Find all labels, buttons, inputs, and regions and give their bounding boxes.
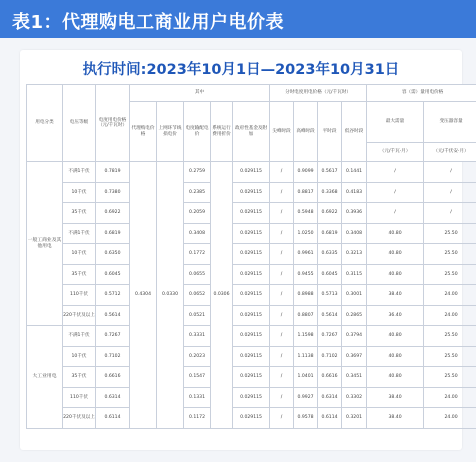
cell-high: 1.1598 <box>294 326 318 347</box>
header-system-cost: 系统运行费用折价 <box>211 102 233 162</box>
header-of-which: 其中 <box>130 85 270 102</box>
cell-voltage: 35千伏 <box>63 367 96 388</box>
header-capacity-price: 容（需）量用电价格 <box>367 85 476 102</box>
cell-transmission: 0.2759 <box>184 162 211 183</box>
cell-fund: 0.029115 <box>233 182 270 203</box>
cell-demand: / <box>367 203 424 224</box>
cell-voltage: 220千伏及以上 <box>63 408 96 429</box>
cell-demand: 40.80 <box>367 223 424 244</box>
cell-flat: 0.6616 <box>318 367 342 388</box>
header-max-demand: 最大需量 <box>367 102 424 143</box>
category-general: 一般工商业及其他用电 <box>27 162 63 326</box>
header-grid-loss: 上网环节线损电价 <box>157 102 184 162</box>
cell-flat: 0.6922 <box>318 203 342 224</box>
cell-high: 0.9578 <box>294 408 318 429</box>
cell-peak: / <box>270 305 294 326</box>
cell-fund: 0.029115 <box>233 326 270 347</box>
cell-flat: 0.7102 <box>318 346 342 367</box>
cell-demand: 40.80 <box>367 264 424 285</box>
header-transformer: 变压器容量 <box>424 102 476 143</box>
cell-transformer: / <box>424 203 476 224</box>
table-row <box>27 367 476 388</box>
cell-high: 0.8807 <box>294 305 318 326</box>
cell-transformer: 25.50 <box>424 264 476 285</box>
cell-transmission: 0.3408 <box>184 223 211 244</box>
cell-total: 0.6616 <box>96 367 130 388</box>
cell-high: 0.5948 <box>294 203 318 224</box>
cell-valley: 0.1441 <box>342 162 367 183</box>
cell-demand: 38.40 <box>367 408 424 429</box>
cell-peak: / <box>270 264 294 285</box>
cell-voltage: 不满1千伏 <box>63 162 96 183</box>
cell-transformer: 24.00 <box>424 408 476 429</box>
header-valley: 低谷时段 <box>342 102 367 162</box>
cell-peak: / <box>270 408 294 429</box>
cell-valley: 0.3115 <box>342 264 367 285</box>
cell-transmission: 0.0521 <box>184 305 211 326</box>
cell-valley: 0.3936 <box>342 203 367 224</box>
cell-transmission: 0.1331 <box>184 387 211 408</box>
cell-voltage: 10千伏 <box>63 182 96 203</box>
cell-voltage: 不满1千伏 <box>63 326 96 347</box>
cell-fund: 0.029115 <box>233 305 270 326</box>
cell-transformer: 24.00 <box>424 387 476 408</box>
cell-valley: 0.4183 <box>342 182 367 203</box>
cell-transformer: 25.50 <box>424 326 476 347</box>
cell-high: 1.0401 <box>294 367 318 388</box>
cell-flat: 0.6045 <box>318 264 342 285</box>
cell-fund: 0.029115 <box>233 264 270 285</box>
table-row <box>27 305 476 326</box>
cell-voltage: 220千伏及以上 <box>63 305 96 326</box>
cell-transformer: 24.00 <box>424 305 476 326</box>
cell-demand: 36.40 <box>367 305 424 326</box>
page-title: 表1：代理购电工商业用户电价表 <box>12 12 285 33</box>
cell-voltage: 不满1千伏 <box>63 223 96 244</box>
cell-voltage: 10千伏 <box>63 244 96 265</box>
cell-valley: 0.3697 <box>342 346 367 367</box>
cell-total: 0.7102 <box>96 346 130 367</box>
cell-flat: 0.6819 <box>318 223 342 244</box>
header-unit-transformer: （元/千伏安·月） <box>424 143 476 162</box>
cell-total: 0.7819 <box>96 162 130 183</box>
cell-high: 0.9927 <box>294 387 318 408</box>
cell-total: 0.6819 <box>96 223 130 244</box>
cell-valley: 0.3794 <box>342 326 367 347</box>
cell-flat: 0.5617 <box>318 162 342 183</box>
cell-fund: 0.029115 <box>233 244 270 265</box>
cell-transformer: / <box>424 182 476 203</box>
cell-peak: / <box>270 223 294 244</box>
cell-high: 1.0250 <box>294 223 318 244</box>
cell-voltage: 35千伏 <box>63 264 96 285</box>
cell-transformer: 25.50 <box>424 223 476 244</box>
cell-transformer: 25.50 <box>424 367 476 388</box>
execution-period: 执行时间:2023年10月1日—2023年10月31日 <box>82 62 400 78</box>
cell-peak: / <box>270 326 294 347</box>
cell-demand: 40.80 <box>367 326 424 347</box>
cell-transformer: 25.50 <box>424 346 476 367</box>
cell-voltage: 110千伏 <box>63 285 96 306</box>
header-total-price: 电度用电价格（元/千瓦时） <box>96 85 130 162</box>
table-row <box>27 408 476 429</box>
table-row <box>27 203 476 224</box>
cell-peak: / <box>270 182 294 203</box>
cell-valley: 0.3213 <box>342 244 367 265</box>
cell-valley: 0.3451 <box>342 367 367 388</box>
cell-valley: 0.3408 <box>342 223 367 244</box>
cell-total: 0.5712 <box>96 285 130 306</box>
title-bar <box>0 0 476 38</box>
cell-purchase-price: 0.4304 <box>130 162 157 429</box>
table-row <box>27 346 476 367</box>
cell-total: 0.5614 <box>96 305 130 326</box>
cell-total: 0.6045 <box>96 264 130 285</box>
cell-transmission: 0.2385 <box>184 182 211 203</box>
cell-transmission: 0.3331 <box>184 326 211 347</box>
cell-fund: 0.029115 <box>233 408 270 429</box>
cell-demand: 38.40 <box>367 285 424 306</box>
cell-peak: / <box>270 387 294 408</box>
cell-valley: 0.3302 <box>342 387 367 408</box>
header-peak: 尖峰时段 <box>270 102 294 162</box>
header-category: 用电分类 <box>27 85 63 162</box>
table-row <box>27 223 476 244</box>
cell-flat: 0.5614 <box>318 305 342 326</box>
cell-high: 0.9099 <box>294 162 318 183</box>
table-row <box>27 182 476 203</box>
cell-peak: / <box>270 203 294 224</box>
header-high: 高峰时段 <box>294 102 318 162</box>
cell-fund: 0.029115 <box>233 285 270 306</box>
cell-transformer: 24.00 <box>424 285 476 306</box>
cell-voltage: 10千伏 <box>63 346 96 367</box>
cell-peak: / <box>270 346 294 367</box>
cell-total: 0.7380 <box>96 182 130 203</box>
cell-peak: / <box>270 285 294 306</box>
cell-voltage: 110千伏 <box>63 387 96 408</box>
cell-transmission: 0.0652 <box>184 285 211 306</box>
table-row <box>27 326 476 347</box>
cell-demand: / <box>367 182 424 203</box>
cell-transmission: 0.1772 <box>184 244 211 265</box>
cell-high: 0.8988 <box>294 285 318 306</box>
header-tou-price: 分时电度用电价格（元/千瓦时） <box>270 85 367 102</box>
table-row <box>27 387 476 408</box>
header-flat: 平时段 <box>318 102 342 162</box>
cell-transformer: 25.50 <box>424 244 476 265</box>
header-unit-demand: （元/千瓦·月） <box>367 143 424 162</box>
cell-transmission: 0.1172 <box>184 408 211 429</box>
cell-flat: 0.7267 <box>318 326 342 347</box>
header-voltage: 电压等级 <box>63 85 96 162</box>
cell-flat: 0.6314 <box>318 387 342 408</box>
cell-total: 0.6114 <box>96 408 130 429</box>
cell-flat: 0.6114 <box>318 408 342 429</box>
cell-peak: / <box>270 367 294 388</box>
cell-fund: 0.029115 <box>233 367 270 388</box>
cell-fund: 0.029115 <box>233 223 270 244</box>
cell-high: 0.9961 <box>294 244 318 265</box>
header-transmission: 电度输配电价 <box>184 102 211 162</box>
cell-valley: 0.3001 <box>342 285 367 306</box>
table-row <box>27 244 476 265</box>
header-government-fund: 政府性基金及附加 <box>233 102 270 162</box>
cell-total: 0.6350 <box>96 244 130 265</box>
cell-total: 0.6314 <box>96 387 130 408</box>
cell-total: 0.6922 <box>96 203 130 224</box>
cell-fund: 0.029115 <box>233 387 270 408</box>
cell-voltage: 35千伏 <box>63 203 96 224</box>
table-row <box>27 285 476 306</box>
table-row <box>27 162 476 183</box>
category-large-industry: 大工业用电 <box>27 326 63 429</box>
cell-flat: 0.5713 <box>318 285 342 306</box>
cell-high: 1.1138 <box>294 346 318 367</box>
cell-demand: 40.80 <box>367 367 424 388</box>
cell-valley: 0.2865 <box>342 305 367 326</box>
cell-transmission: 0.2059 <box>184 203 211 224</box>
cell-demand: 38.40 <box>367 387 424 408</box>
cell-fund: 0.029115 <box>233 162 270 183</box>
price-table-card <box>20 50 469 450</box>
cell-transmission: 0.2023 <box>184 346 211 367</box>
header-purchase-price: 代理购电价格 <box>130 102 157 162</box>
cell-fund: 0.029115 <box>233 203 270 224</box>
cell-transmission: 0.0655 <box>184 264 211 285</box>
cell-peak: / <box>270 162 294 183</box>
cell-flat: 0.6335 <box>318 244 342 265</box>
cell-transmission: 0.1547 <box>184 367 211 388</box>
cell-system-cost: 0.0306 <box>211 162 233 429</box>
cell-transformer: / <box>424 162 476 183</box>
table-row <box>27 264 476 285</box>
cell-grid-loss: 0.0330 <box>157 162 184 429</box>
cell-total: 0.7267 <box>96 326 130 347</box>
cell-flat: 0.3368 <box>318 182 342 203</box>
cell-demand: / <box>367 162 424 183</box>
cell-demand: 40.80 <box>367 346 424 367</box>
cell-high: 0.9455 <box>294 264 318 285</box>
cell-demand: 40.80 <box>367 244 424 265</box>
price-table <box>26 84 476 429</box>
cell-peak: / <box>270 244 294 265</box>
cell-valley: 0.3201 <box>342 408 367 429</box>
cell-high: 0.8817 <box>294 182 318 203</box>
cell-fund: 0.029115 <box>233 346 270 367</box>
